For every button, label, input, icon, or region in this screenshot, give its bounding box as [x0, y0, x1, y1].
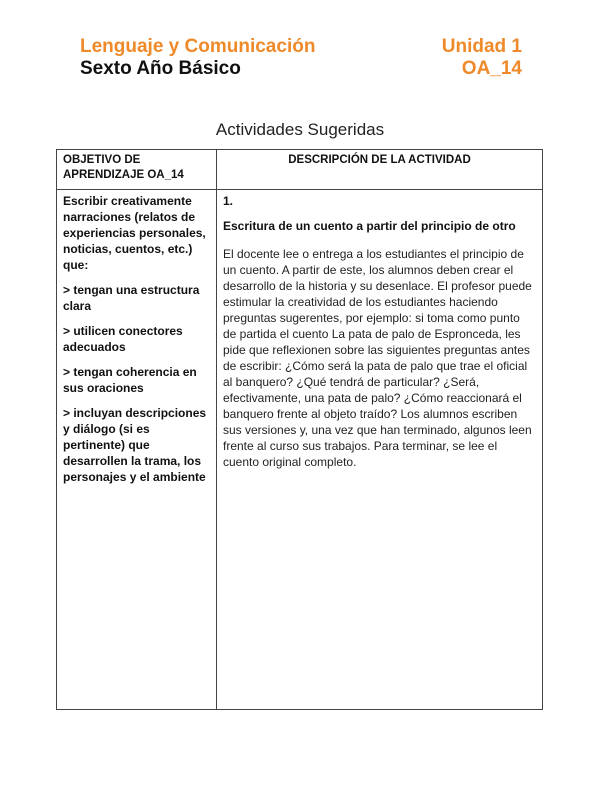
activity-body: El docente lee o entrega a los estudiantes el principio de un cuento. A partir de este, los alumnos deben crear el desarrollo de la historia y su desenlace. El profesor puede estimular la creatividad de los estudiantes haciendo preguntas sugerentes, por ejemplo: si toma como punto de partida el cuento La pata de palo de Espronceda, les pide que reflexionen sobre las siguientes preguntas antes de escribir: ¿Cómo será la pata de palo que trae el oficial al banquero? ¿Qué tendrá de particular? ¿Será, efectivamente, una pata de palo? ¿Cómo reaccionará el banquero frente al objeto traído? Los alumnos escriben sus versiones y, una vez que han terminado, algunos leen frente al curso sus trabajos. Para terminar, se lee el cuento original completo. — [223, 247, 532, 469]
unit-label: Unidad 1 — [441, 36, 522, 57]
objective-item: > tengan coherencia en sus oraciones — [63, 365, 197, 395]
header-row-top — [80, 36, 522, 58]
subject-title: Lenguaje y Comunicación — [80, 36, 316, 57]
description-column-header: DESCRIPCIÓN DE LA ACTIVIDAD — [217, 150, 543, 190]
activity-title: Escritura de un cuento a partir del principio de otro — [223, 219, 516, 233]
objective-item: > utilicen conectores adecuados — [63, 324, 183, 354]
objective-item: > incluyan descripciones y diálogo (si es pertinente) que desarrollen la trama, los personajes y el ambiente — [63, 406, 207, 484]
objective-item: > tengan una estructura clara — [63, 283, 200, 313]
description-cell — [217, 190, 543, 710]
document-header — [80, 36, 522, 80]
table-row — [57, 190, 543, 710]
section-title: Actividades Sugeridas — [215, 120, 385, 139]
grade-label: Sexto Año Básico — [80, 58, 241, 79]
objective-cell — [57, 190, 217, 710]
header-row-bottom — [80, 58, 522, 80]
objective-intro: Escribir creativamente narraciones (relatos de experiencias personales, noticias, cuentos, etc.) que: — [63, 194, 206, 272]
objective-code: OA_14 — [461, 58, 522, 79]
activity-table — [56, 149, 543, 710]
activity-number: 1. — [223, 194, 234, 208]
objective-column-header: OBJETIVO DE APRENDIZAJE OA_14 — [57, 150, 217, 190]
table-header-row — [57, 150, 543, 190]
